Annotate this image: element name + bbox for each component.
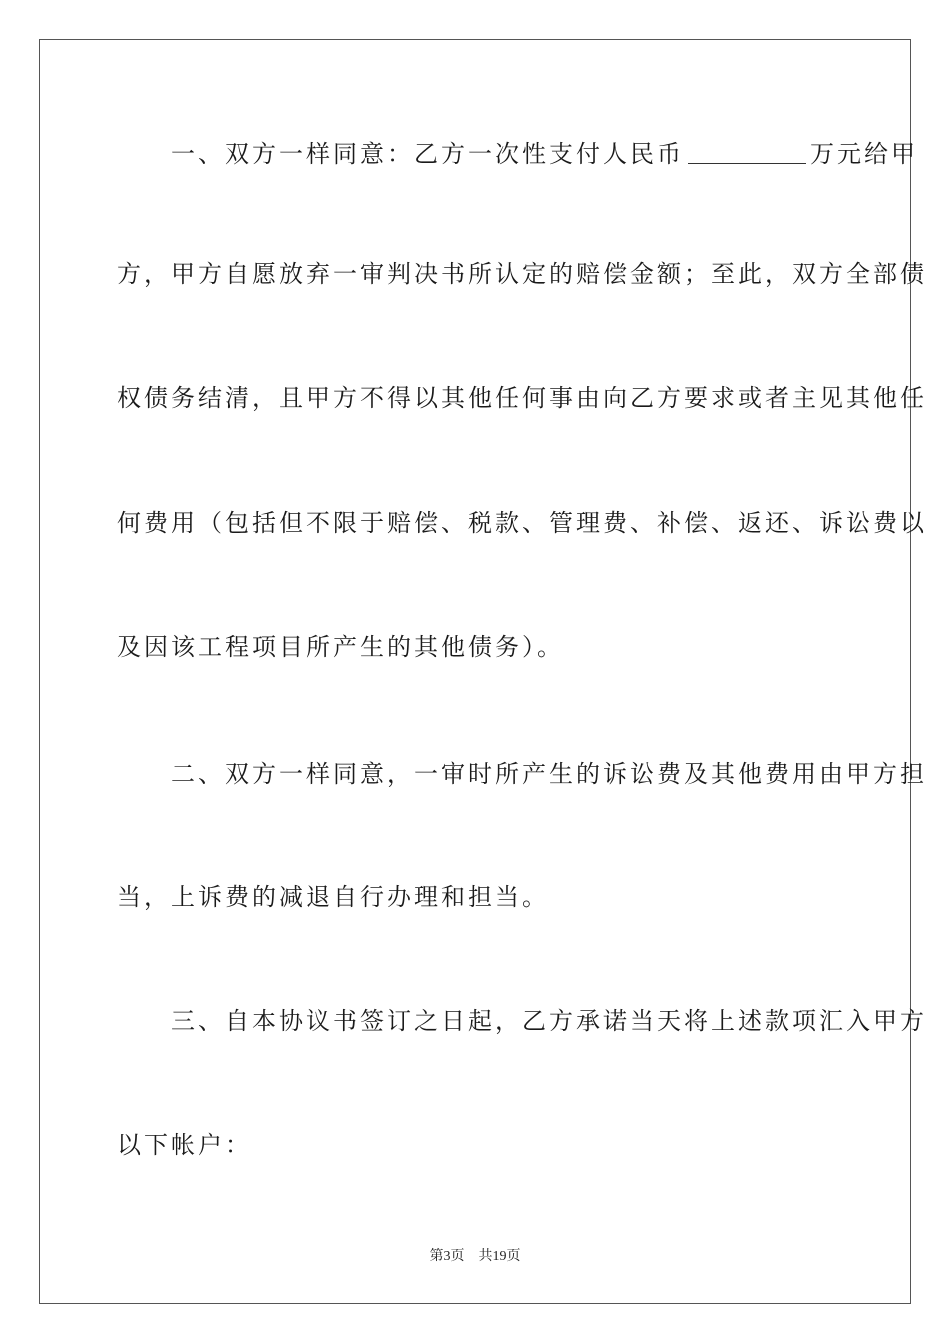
total-label: 共 xyxy=(478,1249,493,1264)
page-suffix: 页 xyxy=(450,1249,465,1264)
amount-blank xyxy=(688,139,806,164)
paragraph-2-line-1: 二、双方一样同意，一审时所产生的诉讼费及其他费用由甲方担 xyxy=(117,760,927,788)
paragraph-1-line-2: 方，甲方自愿放弃一审判决书所认定的赔偿金额；至此，双方全部债 xyxy=(117,260,927,288)
paragraph-3-line-1: 三、自本协议书签订之日起，乙方承诺当天将上述款项汇入甲方 xyxy=(117,1007,927,1035)
page-label: 第 xyxy=(429,1249,444,1264)
paragraph-1-line-4: 何费用（包括但不限于赔偿、税款、管理费、补偿、返还、诉讼费以 xyxy=(117,509,927,537)
paragraph-3-line-2: 以下帐户： xyxy=(117,1131,252,1159)
total-suffix: 页 xyxy=(506,1249,521,1264)
page-number: 3 xyxy=(443,1249,451,1264)
page-footer xyxy=(0,1247,950,1267)
total-pages: 19 xyxy=(492,1249,507,1264)
clause-1-text-end: 万元给甲 xyxy=(810,140,918,168)
page-border xyxy=(39,39,927,1304)
paragraph-1-line-1 xyxy=(117,136,918,172)
paragraph-1-line-3: 权债务结清，且甲方不得以其他任何事由向乙方要求或者主见其他任 xyxy=(117,384,927,412)
clause-1-text-start: 一、双方一样同意：乙方一次性支付人民币 xyxy=(117,140,684,168)
paragraph-1-line-5: 及因该工程项目所产生的其他债务）。 xyxy=(117,633,564,661)
paragraph-2-line-2: 当，上诉费的减退自行办理和担当。 xyxy=(117,883,549,911)
